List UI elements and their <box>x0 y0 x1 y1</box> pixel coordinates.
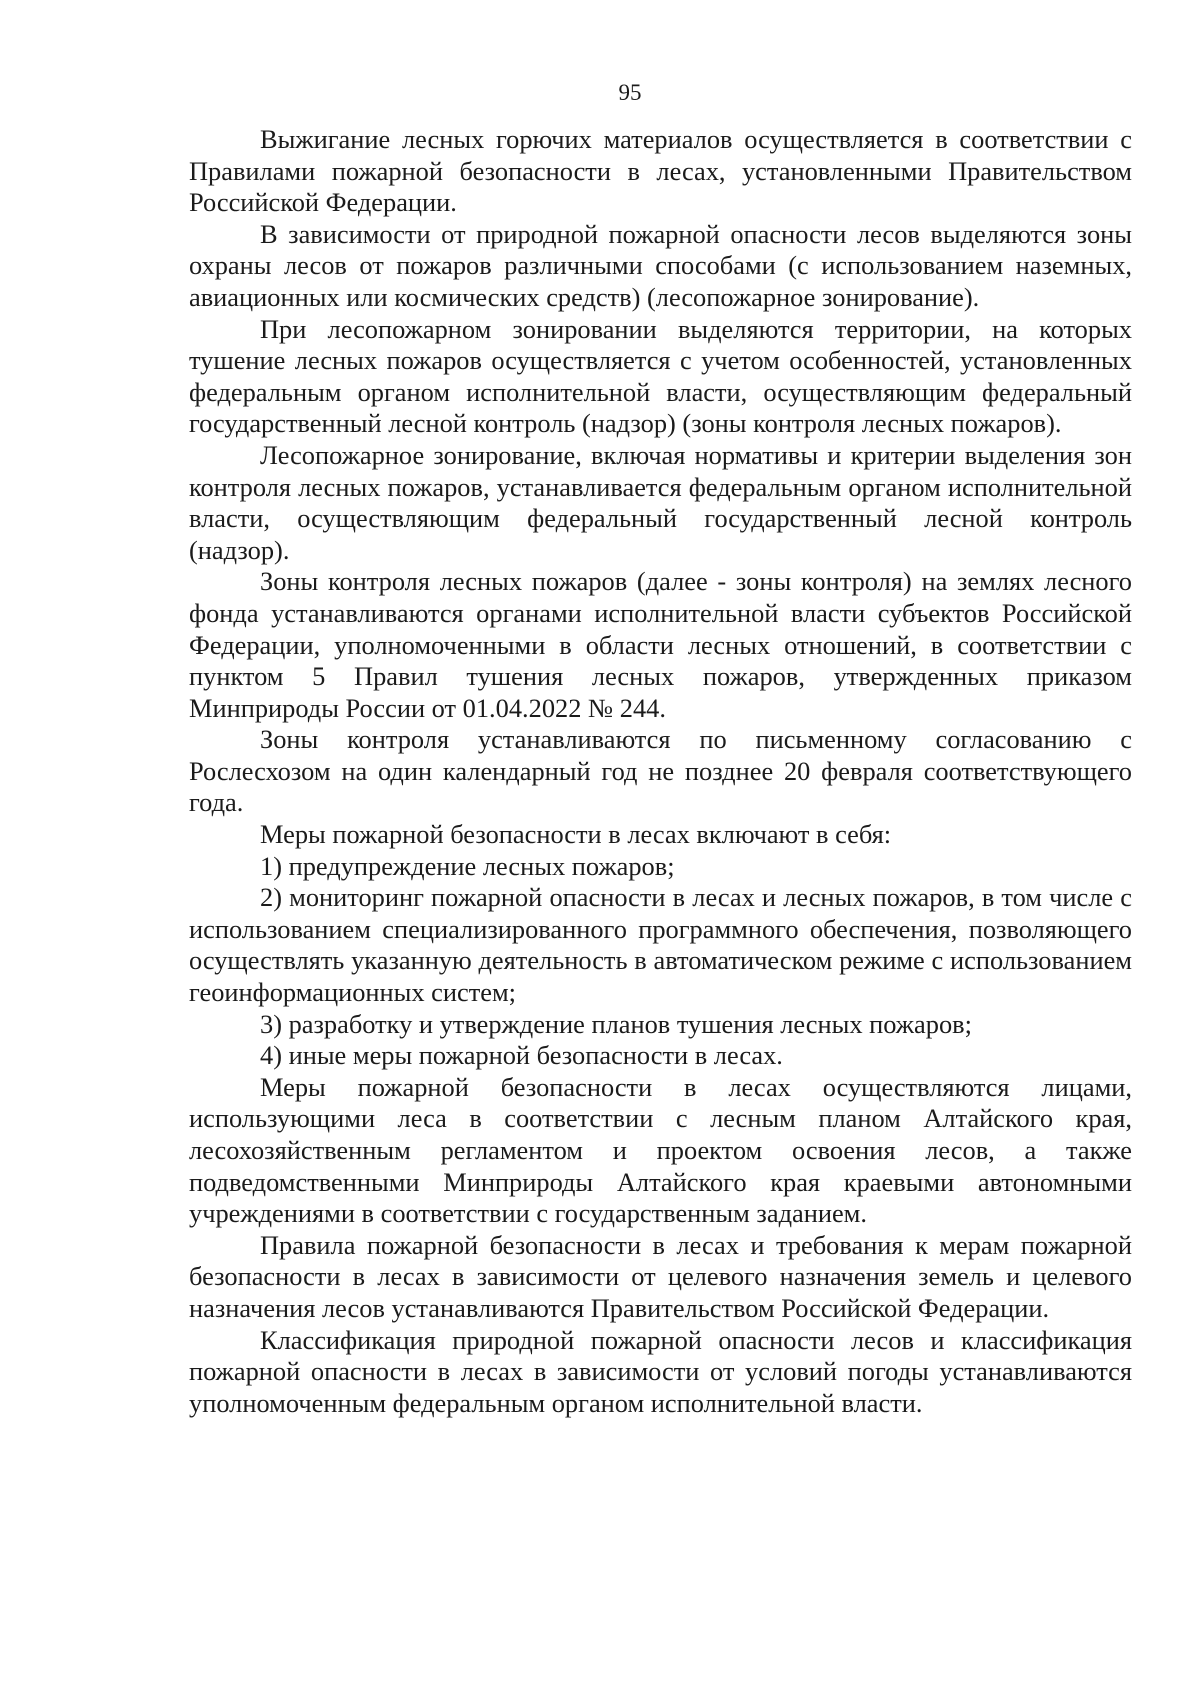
paragraph: В зависимости от природной пожарной опасности лесов выделяются зоны охраны лесов от пожаров различными способами (с использованием наземных, авиационных или космических средств) (лесопожарное зонирование). <box>189 218 1132 312</box>
list-item: 3) разработку и утверждение планов тушения лесных пожаров; <box>260 1008 972 1039</box>
list-item: 2) мониторинг пожарной опасности в лесах и лесных пожаров, в том числе с использованием специализированного программного обеспечения, позволяющего осуществлять указанную деятельность в автоматическом режиме с использованием геоинформационных систем; <box>189 882 1132 1008</box>
list-item: 1) предупреждение лесных пожаров; <box>260 850 675 881</box>
paragraph: Лесопожарное зонирование, включая нормативы и критерии выделения зон контроля лесных пожаров, устанавливается федеральным органом исполнительной власти, осуществляющим федеральный государственный лесной контроль (надзор). <box>189 439 1132 565</box>
list-intro: Меры пожарной безопасности в лесах включают в себя: <box>260 819 892 850</box>
page-number: 95 <box>618 80 642 105</box>
paragraph: При лесопожарном зонировании выделяются территории, на которых тушение лесных пожаров осуществляется с учетом особенностей, установленных федеральным органом исполнительной власти, осуществляющим федеральный государственный лесной контроль (надзор) (зоны контроля лесных пожаров). <box>189 313 1132 439</box>
paragraph: Правила пожарной безопасности в лесах и требования к мерам пожарной безопасности в лесах в зависимости от целевого назначения земель и целевого назначения лесов устанавливаются Правительством Российской Федерации. <box>189 1229 1132 1323</box>
paragraph: Меры пожарной безопасности в лесах осуществляются лицами, использующими леса в соответствии с лесным планом Алтайского края, лесохозяйственным регламентом и проектом освоения лесов, а также подведомственными Минприроды Алтайского края краевыми автономными учреждениями в соответствии с государственным заданием. <box>189 1071 1132 1229</box>
document-body <box>189 124 1132 1419</box>
paragraph: Зоны контроля лесных пожаров (далее - зоны контроля) на землях лесного фонда устанавливаются органами исполнительной власти субъектов Российской Федерации, уполномоченными в области лесных отношений, в соответствии с пунктом 5 Правил тушения лесных пожаров, утвержденных приказом Минприроды России от 01.04.2022 № 244. <box>189 566 1132 723</box>
paragraph: Классификация природной пожарной опасности лесов и классификация пожарной опасности в лесах в зависимости от условий погоды устанавливаются уполномоченным федеральным органом исполнительной власти. <box>189 1324 1132 1418</box>
list-item: 4) иные меры пожарной безопасности в лесах. <box>260 1040 783 1071</box>
paragraph: Зоны контроля устанавливаются по письменному согласованию с Рослесхозом на один календарный год не позднее 20 февраля соответствующего года. <box>189 724 1132 818</box>
paragraph: Выжигание лесных горючих материалов осуществляется в соответствии с Правилами пожарной безопасности в лесах, установленными Правительством Российской Федерации. <box>189 124 1132 218</box>
